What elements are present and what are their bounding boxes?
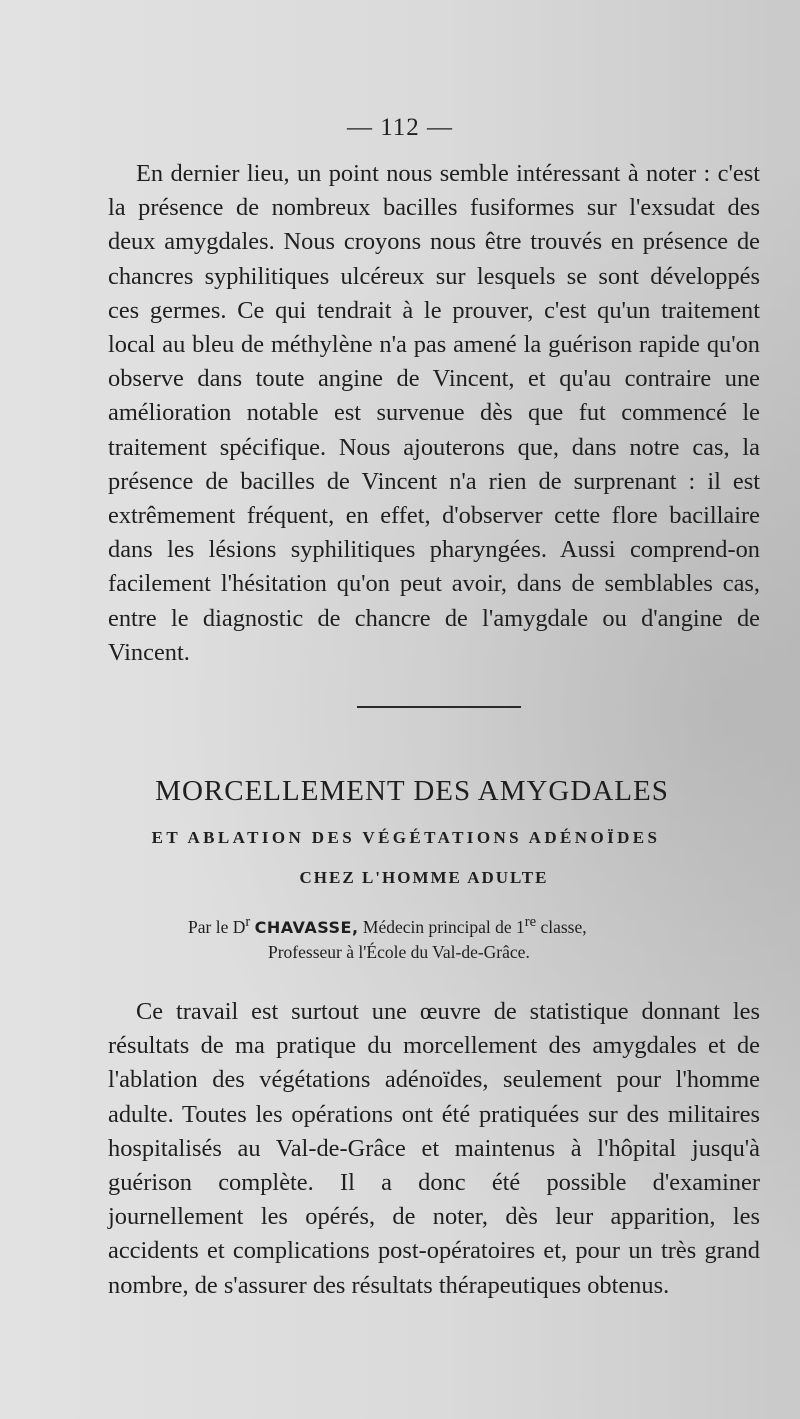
- author-name: CHAVASSE,: [254, 917, 359, 937]
- author-prefix-sup: r: [245, 914, 251, 930]
- author-line: [188, 914, 708, 938]
- author-role: Médecin principal de: [358, 916, 516, 937]
- author-prefix: Par le D: [188, 916, 246, 937]
- article-body: [108, 995, 760, 1303]
- section-divider: [357, 706, 521, 708]
- page-number: — 112 —: [346, 114, 454, 141]
- author-class-word: classe,: [536, 916, 587, 937]
- paragraph: En dernier lieu, un point nous semble intéressant à noter : c'est la présence de nombreux bacilles fusiformes sur l'exsudat des deux amygdales. Nous croyons nous être trouvés en présence de chancres syphilitiques ulcéreux sur lesquels se sont développés ces germes. Ce qui tendrait à le prouver, c'est qu'un traitement local au bleu de méthylène n'a pas amené la guérison rapide qu'on observe dans toute angine de Vincent, et qu'au contraire une amélioration notable est survenue dès que fut commencé le traitement spécifique. Nous ajouterons que, dans notre cas, la présence de bacilles de Vincent n'a rien de surprenant : il est extrêmement fréquent, en effet, d'observer cette flore bacillaire dans les lésions syphilitiques pharyngées. Aussi comprend-on facilement l'hésitation qu'on peut avoir, dans de semblables cas, entre le diagnostic de chancre de l'amygdale ou d'angine de Vincent.: [108, 160, 760, 666]
- article-title: MORCELLEMENT DES AMYGDALES: [155, 775, 669, 807]
- article-subtitle: ET ABLATION DES VÉGÉTATIONS ADÉNOÏDES: [151, 828, 661, 847]
- author-affiliation: Professeur à l'École du Val-de-Grâce.: [268, 942, 530, 962]
- author-class-sup: re: [524, 914, 537, 930]
- paragraph: Ce travail est surtout une œuvre de statistique donnant les résultats de ma pratique du morcellement des amygdales et de l'ablation des végétations adénoïdes, seulement pour l'homme adulte. Toutes les opérations ont été pratiquées sur des militaires hospitalisés au Val-de-Grâce et maintenus à l'hôpital jusqu'à guérison complète. Il a donc été possible d'examiner journellement les opérés, de noter, dès leur apparition, les accidents et complications post-opératoires et, pour un très grand nombre, de s'assurer des résultats thérapeutiques obtenus.: [108, 998, 760, 1299]
- previous-article-conclusion: [108, 157, 760, 670]
- author-class-number: 1: [516, 916, 525, 937]
- article-subtitle-2: CHEZ L'HOMME ADULTE: [299, 868, 549, 887]
